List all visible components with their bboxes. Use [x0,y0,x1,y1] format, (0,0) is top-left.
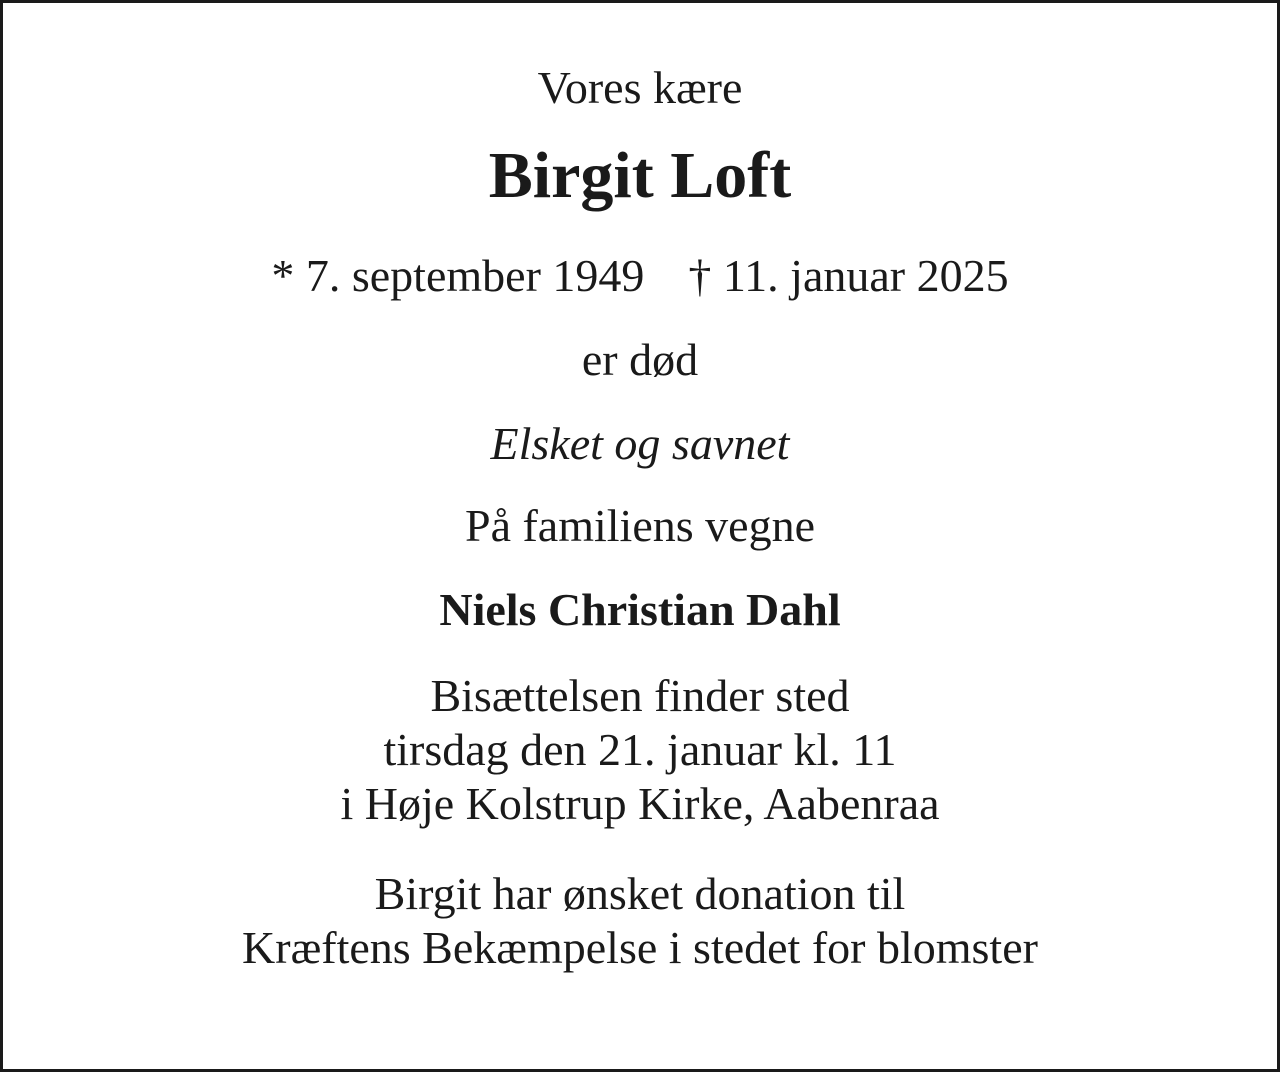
birth-date: * 7. september 1949 [271,250,645,301]
donation-request [3,867,1277,975]
tribute-text: Elsket og savnet [490,418,790,469]
on-behalf-text: På familiens vegne [464,500,815,551]
deceased-name: Birgit Loft [488,139,792,212]
funeral-line: tirsdag den 21. januar kl. 11 [383,724,897,775]
funeral-details [3,669,1277,831]
status-text: er død [581,334,699,385]
donation-line: Kræftens Bekæmpelse i stedet for blomster [242,922,1038,973]
funeral-line: Bisættelsen finder sted [430,670,850,721]
funeral-line: i Høje Kolstrup Kirke, Aabenraa [340,778,940,829]
signer-name: Niels Christian Dahl [439,584,841,635]
donation-line: Birgit har ønsket donation til [374,868,906,919]
intro-text: Vores kære [537,62,743,113]
death-date: † 11. januar 2025 [688,250,1009,301]
life-dates [3,250,1277,301]
